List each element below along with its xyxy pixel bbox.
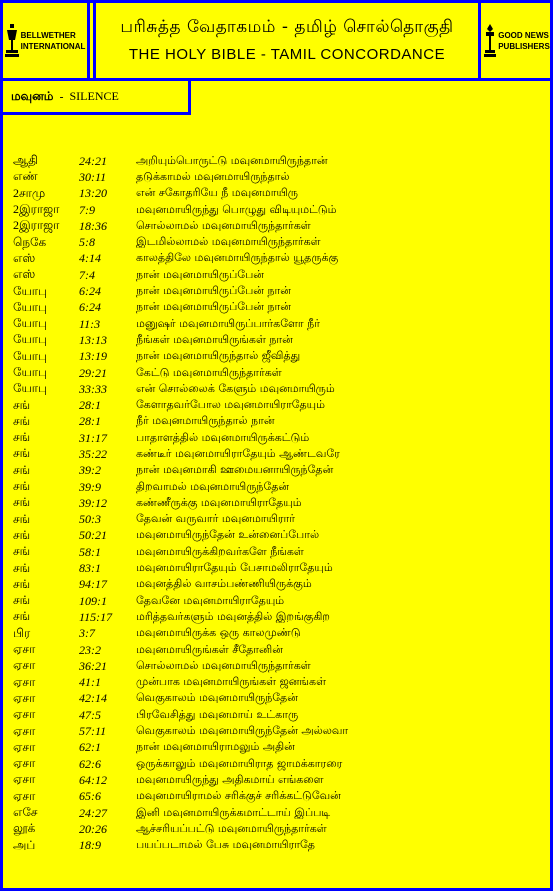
entry-verse-text: நான் மவுனமாயிருப்பேன் நான்	[136, 284, 291, 298]
concordance-entry	[13, 512, 543, 528]
entry-verse-text: மவுனமாயிராதேயும் பேசாமலிராதேயும்	[136, 561, 333, 575]
concordance-entry	[13, 414, 543, 430]
entry-reference: 109:1	[79, 593, 107, 608]
header	[3, 3, 550, 81]
entry-book: யோபு	[13, 332, 48, 347]
entry-reference: 11:3	[79, 316, 101, 331]
entry-book: சங்	[13, 593, 31, 608]
concordance-entry	[13, 544, 543, 560]
entry-reference: 30:11	[79, 169, 107, 184]
concordance-entry	[13, 463, 543, 479]
headword-tamil: மவுனம்	[11, 88, 54, 103]
entry-verse-text: ஒருக்காலும் மவுனமாயிராத ஜாமக்காரரை	[136, 756, 343, 770]
entry-reference: 18:9	[79, 838, 101, 853]
entry-book: நெகே	[13, 234, 47, 249]
entry-reference: 20:26	[79, 821, 107, 836]
entry-reference: 94:17	[79, 577, 107, 592]
entry-verse-text: என் சகோதரியே நீ மவுனமாயிரு	[136, 186, 298, 200]
entry-reference: 41:1	[79, 675, 101, 690]
concordance-entry	[13, 593, 543, 609]
entry-reference: 42:14	[79, 691, 107, 706]
entry-book: ஆதி	[13, 153, 39, 168]
entry-verse-text: நான் மவுனமாயிருப்பேன்	[136, 267, 264, 281]
title-box	[93, 3, 481, 78]
entry-book: யோபு	[13, 348, 48, 363]
entry-verse-text: மவுனத்தில் வாசம்பண்ணியிருக்கும்	[136, 577, 312, 591]
entry-book: சங்	[13, 609, 31, 624]
concordance-entry	[13, 723, 543, 739]
entry-verse-text: நீங்கள் மவுனமாயிருங்கள் நான்	[136, 332, 293, 346]
entry-verse-text: ஆச்சரியப்பட்டு மவுனமாயிருந்தார்கள்	[136, 821, 327, 835]
concordance-entry	[13, 740, 543, 756]
entry-reference: 83:1	[79, 561, 101, 576]
entry-reference: 7:9	[79, 202, 95, 217]
entry-book: ஏசா	[13, 658, 36, 673]
headword-english: SILENCE	[69, 89, 119, 103]
concordance-entry	[13, 560, 543, 576]
entry-reference: 28:1	[79, 398, 101, 413]
entry-reference: 33:33	[79, 381, 107, 396]
entry-reference: 36:21	[79, 658, 107, 673]
entry-book: எசே	[13, 805, 38, 820]
entry-reference: 39:2	[79, 463, 101, 478]
entry-reference: 62:1	[79, 740, 101, 755]
entry-reference: 39:12	[79, 495, 107, 510]
concordance-entry	[13, 169, 543, 185]
entry-reference: 3:7	[79, 626, 95, 641]
entry-verse-text: பயப்படாமல் பேசு மவுனமாயிராதே	[136, 838, 315, 852]
entry-verse-text: சொல்லாமல் மவுனமாயிருந்தார்கள்	[136, 658, 311, 672]
entry-verse-text: காலத்திலே மவுனமாயிருந்தால் யூதருக்கு	[136, 251, 339, 265]
entry-book: எஸ்	[13, 267, 36, 282]
concordance-entry	[13, 251, 543, 267]
headword-box	[3, 81, 191, 115]
title-tamil: பரிசுத்த வேதாகமம் - தமிழ் சொல்தொகுதி	[120, 16, 454, 37]
logo-text-line-2: PUBLISHERS	[498, 41, 550, 51]
entry-verse-text: மவுனமாயிருங்கள் சீதோனின்	[136, 642, 283, 656]
entry-verse-text: நான் மவுனமாயிராமலும் அதின்	[136, 740, 295, 754]
concordance-entry	[13, 707, 543, 723]
entry-verse-text: மனுஷர் மவுனமாயிருப்பார்களோ நீர்	[136, 316, 320, 330]
concordance-entry	[13, 316, 543, 332]
concordance-entry	[13, 479, 543, 495]
torch-icon	[484, 24, 496, 58]
entry-reference: 13:20	[79, 186, 107, 201]
entry-reference: 13:13	[79, 332, 107, 347]
concordance-entry	[13, 837, 543, 853]
entry-reference: 62:6	[79, 756, 101, 771]
good-news-logo-box	[484, 3, 550, 78]
entry-book: ஏசா	[13, 739, 36, 754]
entry-reference: 47:5	[79, 707, 101, 722]
entry-reference: 115:17	[79, 609, 113, 624]
entry-reference: 31:17	[79, 430, 107, 445]
entry-verse-text: திறவாமல் மவுனமாயிருந்தேன்	[136, 479, 290, 493]
entry-verse-text: கண்ணீருக்கு மவுனமாயிராதேயும்	[136, 495, 302, 509]
concordance-entry	[13, 495, 543, 511]
entry-verse-text: கேட்டு மவுனமாயிருந்தார்கள்	[136, 365, 282, 379]
entry-book: சங்	[13, 446, 31, 461]
entry-book: சங்	[13, 511, 31, 526]
lamp-icon	[5, 24, 19, 58]
headword-dash: -	[59, 89, 64, 104]
entry-book: யோபு	[13, 316, 48, 331]
concordance-entry	[13, 577, 543, 593]
logo-text-line-2: INTERNATIONAL	[20, 41, 86, 51]
entry-reference: 65:6	[79, 789, 101, 804]
entry-verse-text: மவுனமாயிருந்து அதிகமாய் எங்களை	[136, 772, 324, 786]
entry-verse-text: மவுனமாயிராமல் சரிக்குச் சரிக்கட்டுவேன்	[136, 789, 341, 803]
entry-book: யோபு	[13, 299, 48, 314]
entry-book: ஏசா	[13, 788, 36, 803]
entry-verse-text: வெகுகாலம் மவுனமாயிருந்தேன் அல்லவா	[136, 724, 349, 738]
concordance-entry	[13, 642, 543, 658]
concordance-entry	[13, 430, 543, 446]
entry-verse-text: சொல்லாமல் மவுனமாயிருந்தார்கள்	[136, 218, 311, 232]
entry-book: சங்	[13, 397, 31, 412]
entry-book: சங்	[13, 430, 31, 445]
concordance-entry	[13, 446, 543, 462]
concordance-entry	[13, 609, 543, 625]
entry-book: ஏசா	[13, 690, 36, 705]
entry-book: யோபு	[13, 365, 48, 379]
entry-verse-text: நான் மவுனமாயிருப்பேன் நான்	[136, 300, 291, 314]
entry-verse-text: மவுனமாயிருக்க ஒரு காலமுண்டு	[136, 626, 301, 640]
entry-book: 2இராஜா	[13, 202, 60, 217]
entry-book: சங்	[13, 560, 31, 575]
entry-verse-text: இனி மவுனமாயிருக்கமாட்டாய் இப்படி	[136, 805, 331, 819]
good-news-logo-text	[498, 30, 550, 52]
entry-verse-text: நான் மவுனமாயிருந்தால் ஜீவித்து	[136, 349, 301, 363]
entry-book: யோபு	[13, 283, 48, 298]
entry-book: 2இராஜா	[13, 218, 60, 233]
concordance-entry	[13, 202, 543, 218]
entry-reference: 13:19	[79, 349, 107, 364]
concordance-entry	[13, 218, 543, 234]
entry-book: 2சாமு	[13, 185, 46, 200]
concordance-entry	[13, 756, 543, 772]
bellwether-logo-text	[21, 30, 86, 52]
entry-book: சங்	[13, 527, 31, 542]
concordance-entry	[13, 821, 543, 837]
concordance-entry	[13, 675, 543, 691]
concordance-entry	[13, 234, 543, 250]
entry-reference: 64:12	[79, 772, 107, 787]
entry-verse-text: மரித்தவர்களும் மவுனத்தில் இறங்குகிற	[136, 609, 330, 623]
bellwether-logo-box	[3, 3, 90, 78]
entry-book: சங்	[13, 413, 31, 428]
entry-book: பிர	[13, 625, 31, 640]
entry-reference: 6:24	[79, 284, 101, 299]
concordance-entry	[13, 789, 543, 805]
entry-book: ஏசா	[13, 674, 36, 689]
concordance-entry	[13, 772, 543, 788]
concordance-entry	[13, 332, 543, 348]
entry-verse-text: பிரவேசித்து மவுனமாய் உட்காரு	[136, 707, 299, 721]
concordance-entry	[13, 805, 543, 821]
concordance-entry	[13, 397, 543, 413]
concordance-entry	[13, 626, 543, 642]
entry-book: ஏசா	[13, 756, 36, 771]
entry-book: ஏசா	[13, 707, 36, 722]
concordance-entry	[13, 349, 543, 365]
good-news-logo	[484, 24, 550, 58]
entry-book: சங்	[13, 544, 31, 559]
entry-reference: 39:9	[79, 479, 101, 494]
entry-reference: 28:1	[79, 414, 101, 429]
entry-book: லூக்	[13, 821, 36, 836]
entry-reference: 50:3	[79, 512, 101, 527]
entry-reference: 24:21	[79, 153, 107, 168]
entry-verse-text: கண்டீர் மவுனமாயிராதேயும் ஆண்டவரே	[136, 446, 340, 460]
entry-book: ஏசா	[13, 723, 36, 738]
entry-reference: 6:24	[79, 300, 101, 315]
entry-book: எண்	[13, 169, 38, 184]
logo-text-line-1: BELLWETHER	[20, 30, 76, 40]
title-english: THE HOLY BIBLE - TAMIL CONCORDANCE	[128, 45, 446, 63]
concordance-entry	[13, 186, 543, 202]
entry-verse-text: மவுனமாயிருந்தேன் உன்னைப்போல்	[136, 528, 320, 542]
concordance-entry	[13, 283, 543, 299]
entry-verse-text: மவுனமாயிருக்கிறவர்களே நீங்கள்	[136, 544, 304, 558]
entry-verse-text: கேளாதவர்போல மவுனமாயிராதேயும்	[136, 398, 325, 412]
entry-book: சங்	[13, 495, 31, 510]
entry-book: ஏசா	[13, 642, 36, 657]
bellwether-logo	[5, 24, 86, 58]
entry-verse-text: தேவன் வருவார் மவுனமாயிரார்	[136, 512, 296, 526]
entry-book: சங்	[13, 462, 31, 477]
entry-verse-text: நான் மவுனமாகி ஊமையனாயிருந்தேன்	[136, 463, 334, 477]
entry-reference: 7:4	[79, 267, 95, 282]
concordance-entry	[13, 381, 543, 397]
entry-verse-text: தேவனே மவுனமாயிராதேயும்	[136, 593, 285, 607]
entry-verse-text: அறியும்பொருட்டு மவுனமாயிருந்தான்	[136, 153, 328, 167]
entry-reference: 57:11	[79, 724, 107, 739]
entry-book: யோபு	[13, 381, 48, 396]
entry-verse-text: இடமில்லாமல் மவுனமாயிருந்தார்கள்	[136, 235, 321, 249]
concordance-entry	[13, 528, 543, 544]
entry-reference: 29:21	[79, 365, 107, 380]
entry-verse-text: முன்பாக மவுனமாயிருங்கள் ஜனங்கள்	[136, 675, 327, 689]
concordance-entry	[13, 691, 543, 707]
entry-book: சங்	[13, 479, 31, 494]
entry-reference: 50:21	[79, 528, 107, 543]
entry-book: சங்	[13, 576, 31, 591]
concordance-entry	[13, 267, 543, 283]
entry-reference: 4:14	[79, 251, 101, 266]
entry-book: எஸ்	[13, 250, 36, 265]
concordance-entry	[13, 300, 543, 316]
concordance-entry	[13, 153, 543, 169]
entry-reference: 58:1	[79, 544, 101, 559]
entry-reference: 35:22	[79, 446, 107, 461]
entry-verse-text: நீர் மவுனமாயிருந்தால் நான்	[136, 414, 275, 428]
entry-book: அப்	[13, 837, 36, 852]
entry-book: ஏசா	[13, 772, 36, 787]
entry-reference: 24:27	[79, 805, 107, 820]
entry-reference: 5:8	[79, 235, 95, 250]
entry-reference: 23:2	[79, 642, 101, 657]
concordance-entry	[13, 365, 543, 381]
concordance-entry	[13, 658, 543, 674]
concordance-list	[13, 153, 543, 854]
entry-verse-text: என் சொல்லைக் கேளும் மவுனமாயிரும்	[136, 381, 335, 395]
logo-text-line-1: GOOD NEWS	[498, 30, 549, 40]
entry-verse-text: தடுக்காமல் மவுனமாயிருந்தால்	[136, 169, 290, 183]
entry-verse-text: மவுனமாயிருந்து பொழுது விடியுமட்டும்	[136, 202, 337, 216]
entry-verse-text: பாதாளத்தில் மவுனமாயிருக்கட்டும்	[136, 430, 310, 444]
entry-reference: 18:36	[79, 218, 107, 233]
entry-verse-text: வெகுகாலம் மவுனமாயிருந்தேன்	[136, 691, 298, 705]
